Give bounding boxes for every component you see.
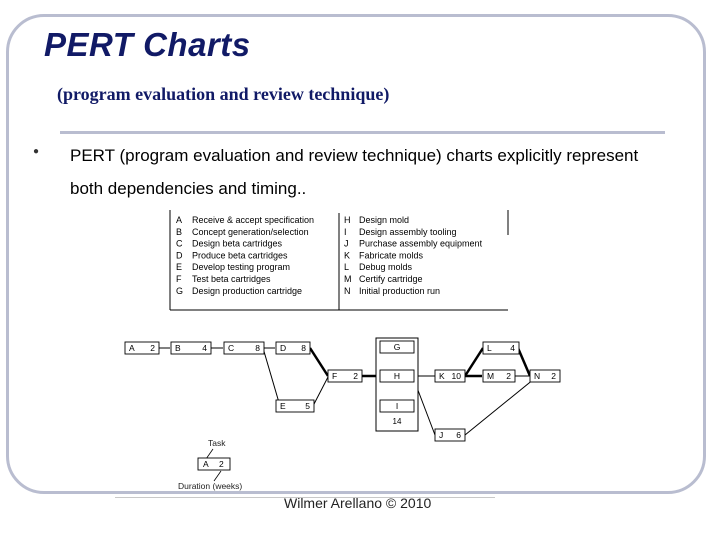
legend-description: Design beta cartridges <box>192 238 283 249</box>
task-nodes <box>125 341 560 441</box>
legend-key: A <box>176 215 183 225</box>
key-task-label: Task <box>208 438 226 448</box>
legend-key: C <box>176 238 183 249</box>
key-duration-pointer <box>214 471 221 481</box>
task-node-id: I <box>395 401 399 411</box>
legend-key: I <box>344 226 347 237</box>
bullet-text <box>70 139 690 205</box>
bullet-dot-icon: ● <box>33 146 40 157</box>
task-node-duration: 5 <box>305 401 310 411</box>
task-node-id: K <box>439 371 445 381</box>
task-node-duration: 8 <box>301 343 306 353</box>
legend-key: L <box>344 262 350 273</box>
edge-group-j <box>416 385 435 435</box>
legend-key: K <box>344 250 351 261</box>
legend-key: N <box>344 285 351 296</box>
edge-j-n <box>465 379 534 435</box>
task-node-id: E <box>280 401 286 411</box>
legend-description: Receive & accept specification <box>192 215 315 225</box>
legend-key: D <box>176 250 183 261</box>
task-node-duration: 2 <box>150 343 155 353</box>
task-node-duration: 4 <box>202 343 207 353</box>
network-edges <box>158 348 534 435</box>
task-node-duration: 6 <box>456 430 461 440</box>
legend-description: Fabricate molds <box>359 250 424 261</box>
legend-key: F <box>176 274 182 284</box>
task-node-id: A <box>129 343 135 353</box>
legend-description: Produce beta cartridges <box>192 250 288 261</box>
pert-chart-figure <box>110 205 580 495</box>
edge-d-f <box>310 348 328 376</box>
bullet-text-line-2: both dependencies and timing.. <box>70 179 307 198</box>
task-node-id: L <box>487 343 492 353</box>
legend-description: Design assembly tooling <box>359 226 457 237</box>
legend-key: J <box>344 238 349 249</box>
legend-description: Test beta cartridges <box>192 274 271 284</box>
task-node-id: J <box>439 430 444 440</box>
group-duration: 14 <box>392 417 402 426</box>
task-node-duration: 10 <box>451 371 461 381</box>
legend-key: M <box>344 274 352 284</box>
legend-description: Certify cartridge <box>359 274 423 284</box>
slide-title: PERT Charts <box>44 26 251 63</box>
task-node-id: F <box>332 371 338 381</box>
edge-l-n <box>518 348 530 376</box>
legend-description: Concept generation/selection <box>192 226 309 237</box>
task-node-duration: 2 <box>353 371 358 381</box>
task-node-id: N <box>534 371 541 381</box>
task-node-duration: 8 <box>255 343 260 353</box>
title-divider <box>60 131 665 134</box>
edge-c-e <box>263 348 280 406</box>
bullet-text-line-1: PERT (program evaluation and review technique) charts explicitly represent <box>70 146 639 165</box>
legend-description: Debug molds <box>359 262 413 273</box>
legend-key: E <box>176 262 183 273</box>
legend-description: Design mold <box>359 215 410 225</box>
key-duration-label: Duration (weeks) <box>178 481 243 491</box>
legend-key: G <box>176 285 184 296</box>
task-node-id: B <box>175 343 181 353</box>
task-node-duration: 2 <box>506 371 511 381</box>
key-node-id: A <box>203 459 209 469</box>
key-task-pointer <box>206 449 213 459</box>
task-node-id: G <box>393 342 401 352</box>
legend-description: Design production cartridge <box>192 285 303 296</box>
legend-description: Develop testing program <box>192 262 291 273</box>
task-node-duration: 4 <box>510 343 515 353</box>
task-node-id: C <box>228 343 235 353</box>
edge-e-f <box>313 377 328 406</box>
task-node-id: M <box>487 371 495 381</box>
legend-description: Initial production run <box>359 285 441 296</box>
legend-key: H <box>344 215 351 225</box>
footer-credit: Wilmer Arellano © 2010 <box>284 495 432 511</box>
legend-key: B <box>176 226 183 237</box>
slide-subtitle: (program evaluation and review technique) <box>57 84 390 104</box>
key-node-duration: 2 <box>219 459 224 469</box>
legend-description: Purchase assembly equipment <box>359 238 483 249</box>
task-node-id: D <box>280 343 287 353</box>
edge-k-l <box>465 348 483 376</box>
task-node-duration: 2 <box>551 371 556 381</box>
task-node-id: H <box>393 371 401 381</box>
pert-chart-svg <box>110 205 580 495</box>
